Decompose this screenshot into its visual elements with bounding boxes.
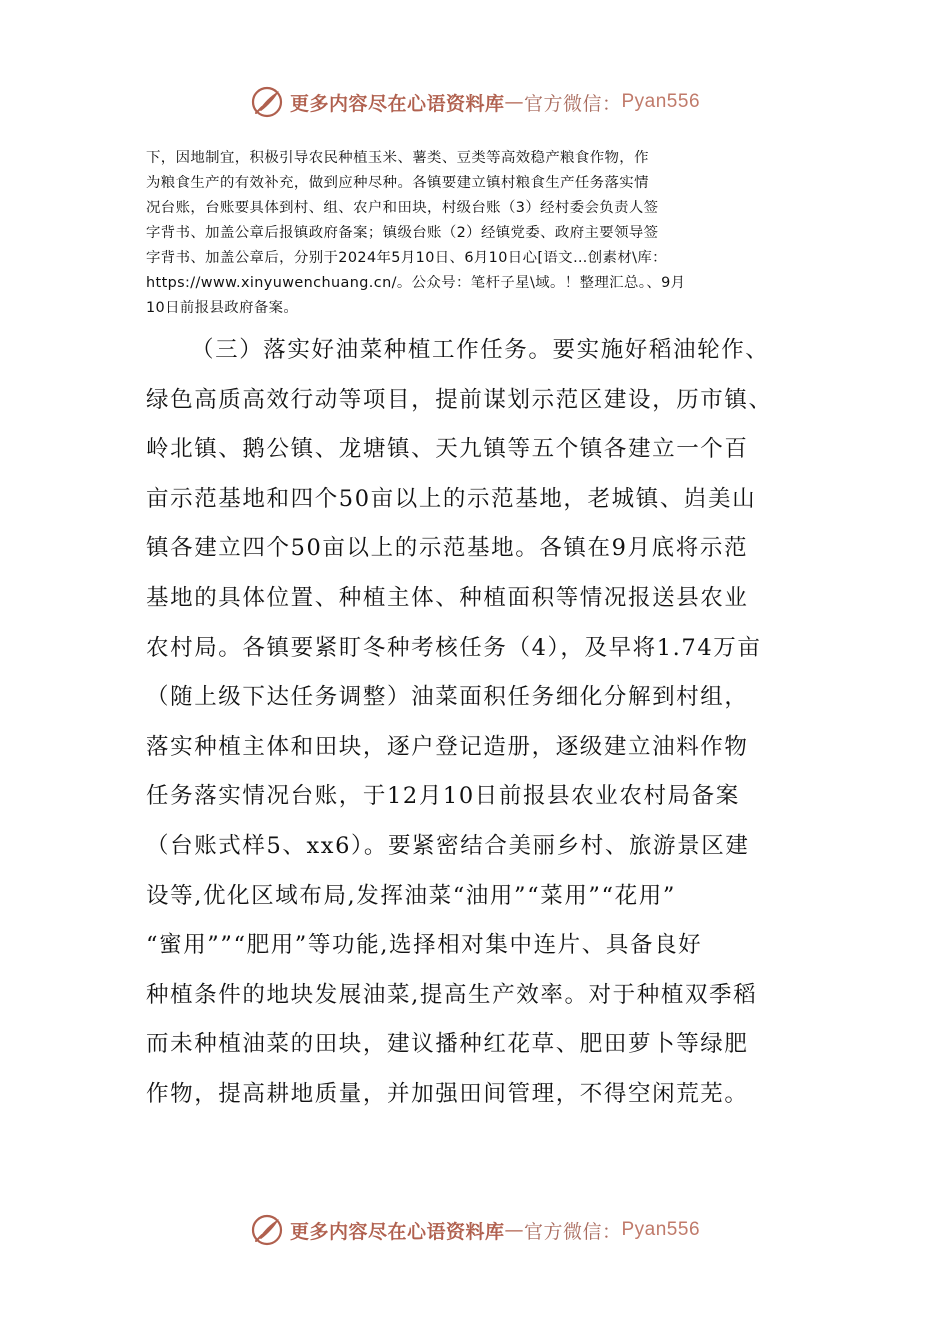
main-paragraph-line: 作物，提高耕地质量，并加强田间管理，不得空闲荒芜。	[146, 1080, 749, 1107]
main-paragraph-line: 而未种植油菜的田块，建议播种红花草、肥田萝卜等绿肥	[146, 1031, 749, 1058]
main-paragraph-line: 任务落实情况台账，于12月10日前报县农业农村局备案	[146, 783, 740, 810]
banner-wechat-id: Pyan556	[621, 91, 701, 112]
banner-wechat-id: Pyan556	[621, 1219, 701, 1240]
main-paragraph-line: 岭北镇、鹅公镇、龙塘镇、天九镇等五个镇各建立一个百	[146, 436, 749, 463]
main-paragraph-line: 绿色高质高效行动等项目，提前谋划示范区建设，历市镇、	[146, 386, 773, 413]
main-paragraph-line: （随上级下达任务调整）油菜面积任务细化分解到村组，	[146, 684, 749, 711]
main-paragraph-line: 落实种植主体和田块，逐户登记造册，逐级建立油料作物	[146, 733, 749, 760]
main-paragraph-line: 设等,优化区域布局,发挥油菜“油用”“菜用”“花用”	[146, 882, 676, 909]
small-paragraph-line: 下，因地制宜，积极引导农民种植玉米、薯类、豆类等高效稳产粮食作物，作	[146, 150, 649, 166]
header-watermark-banner	[0, 84, 950, 120]
small-paragraph-line: 况台账，台账要具体到村、组、农户和田块，村级台账（3）经村委会负责人签	[146, 200, 659, 216]
main-paragraph-line: 亩示范基地和四个50亩以上的示范基地，老城镇、岿美山	[146, 485, 757, 512]
quill-logo-icon	[250, 1213, 284, 1247]
main-paragraph-line: 种植条件的地块发展油菜,提高生产效率。对于种植双季稻	[146, 981, 758, 1008]
small-print-paragraph	[146, 146, 806, 321]
main-paragraph-line: （三）落实好油菜种植工作任务。要实施好稻油轮作、	[191, 337, 770, 363]
banner-brand-text: 更多内容尽在心语资料库	[289, 1220, 505, 1243]
main-paragraph-line: 农村局。各镇要紧盯冬种考核任务（4），及早将1.74万亩	[146, 634, 762, 661]
small-paragraph-line: 10日前报县政府备案。	[146, 300, 299, 316]
banner-dash: —	[504, 91, 524, 113]
banner-brand-text: 更多内容尽在心语资料库	[289, 92, 505, 115]
small-paragraph-line: 字背书、加盖公章后，分别于2024年5月10日、6月10日心[语文…创素材\库：	[146, 250, 667, 266]
main-paragraph-line: 基地的具体位置、种植主体、种植面积等情况报送县农业	[146, 584, 749, 611]
banner-contact-label: 官方微信：	[523, 92, 622, 115]
main-paragraph-line: “蜜用””“肥用”等功能,选择相对集中连片、具备良好	[146, 932, 703, 959]
small-paragraph-line: 为粮食生产的有效补充，做到应种尽种。各镇要建立镇村粮食生产任务落实情	[146, 175, 649, 191]
quill-logo-icon	[250, 85, 284, 119]
small-paragraph-line: https://www.xinyuwenchuang.cn/。公众号：笔杆子星\域。！整理汇总。、9月	[146, 275, 686, 291]
main-paragraph-line: （台账式样5、xx6）。要紧密结合美丽乡村、旅游景区建	[146, 832, 750, 859]
banner-dash: —	[504, 1219, 524, 1241]
main-body-paragraph	[146, 326, 816, 1120]
main-paragraph-line: 镇各建立四个50亩以上的示范基地。各镇在9月底将示范	[146, 535, 749, 562]
banner-contact-label: 官方微信：	[523, 1220, 622, 1243]
small-paragraph-line: 字背书、加盖公章后报镇政府备案；镇级台账（2）经镇党委、政府主要领导签	[146, 225, 659, 241]
footer-watermark-banner	[0, 1212, 950, 1248]
